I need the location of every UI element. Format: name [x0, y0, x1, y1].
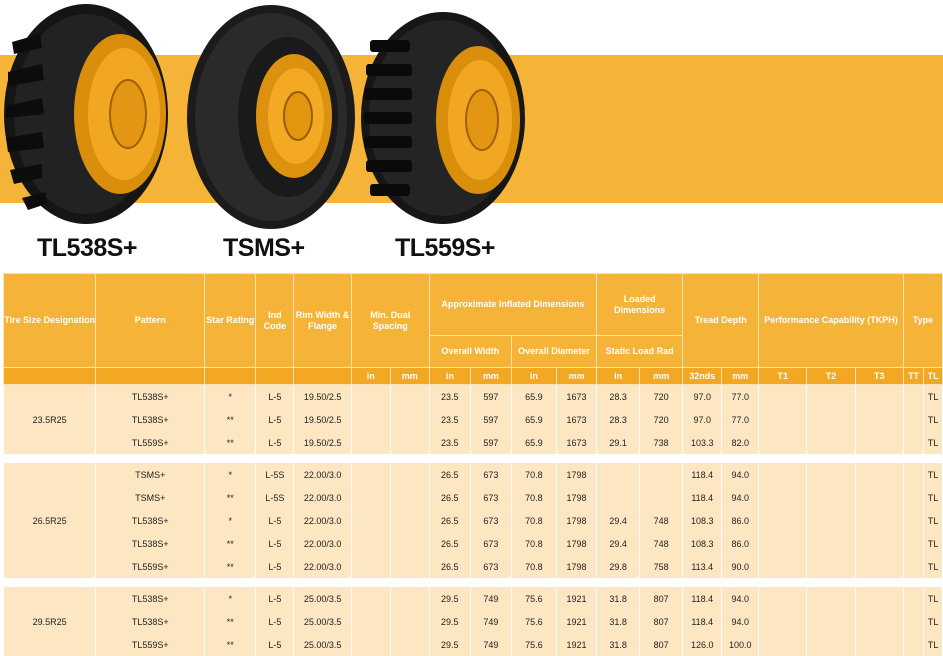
- table-row: [4, 555, 943, 578]
- static-mm-cell: 807: [640, 610, 683, 633]
- static-in-cell: 28.3: [597, 385, 640, 409]
- tread-32nds-cell: 118.4: [683, 486, 722, 509]
- diameter-in-cell: 70.8: [511, 509, 556, 532]
- width-mm-cell: 749: [470, 610, 511, 633]
- width-in-cell: 29.5: [429, 633, 470, 656]
- width-in-cell: 23.5: [429, 385, 470, 409]
- tread-mm-cell: 90.0: [722, 555, 759, 578]
- tread-32nds-cell: 97.0: [683, 385, 722, 409]
- tread-32nds-cell: 126.0: [683, 633, 722, 656]
- ind-cell: L-5: [256, 610, 294, 633]
- type-cell: TL: [924, 587, 943, 610]
- table-row: [4, 633, 943, 656]
- static-mm-cell: 807: [640, 633, 683, 656]
- tire-tl538s-graphic: [2, 2, 170, 226]
- header-star-rating: Star Rating: [205, 274, 256, 368]
- header-loaded-dimensions: Loaded Dimensions: [597, 274, 683, 336]
- diameter-in-cell: 75.6: [511, 610, 556, 633]
- unit-t3: T3: [855, 368, 903, 385]
- rim-cell: 22.00/3.0: [294, 532, 351, 555]
- size-cell: 26.5R25: [4, 463, 96, 578]
- static-mm-cell: 720: [640, 385, 683, 409]
- tread-mm-cell: 94.0: [722, 587, 759, 610]
- tread-32nds-cell: 108.3: [683, 509, 722, 532]
- unit-static-mm: mm: [640, 368, 683, 385]
- star-cell: *: [205, 463, 256, 486]
- static-mm-cell: 748: [640, 532, 683, 555]
- width-mm-cell: 597: [470, 385, 511, 409]
- static-mm-cell: 720: [640, 408, 683, 431]
- table-row: [4, 463, 943, 486]
- tread-32nds-cell: 113.4: [683, 555, 722, 578]
- static-mm-cell: 738: [640, 431, 683, 454]
- unit-tl: TL: [924, 368, 943, 385]
- header-ind-code: Ind Code: [256, 274, 294, 368]
- width-mm-cell: 749: [470, 587, 511, 610]
- header-overall-diameter: Overall Diameter: [511, 336, 596, 368]
- header-tread-depth: Tread Depth: [683, 274, 759, 368]
- tread-mm-cell: 94.0: [722, 463, 759, 486]
- width-in-cell: 26.5: [429, 509, 470, 532]
- pattern-cell: TL538S+: [96, 509, 205, 532]
- static-in-cell: [597, 486, 640, 509]
- tread-32nds-cell: 108.3: [683, 532, 722, 555]
- width-in-cell: 23.5: [429, 431, 470, 454]
- star-cell: **: [205, 555, 256, 578]
- width-in-cell: 26.5: [429, 555, 470, 578]
- width-mm-cell: 597: [470, 408, 511, 431]
- model-label-tl538s: TL538S+: [37, 234, 137, 263]
- diameter-mm-cell: 1673: [557, 408, 597, 431]
- size-cell: 29.5R25: [4, 587, 96, 656]
- table-row: [4, 587, 943, 610]
- tread-32nds-cell: 103.3: [683, 431, 722, 454]
- table-row: [4, 486, 943, 509]
- unit-diameter-mm: mm: [557, 368, 597, 385]
- static-in-cell: 29.4: [597, 509, 640, 532]
- tread-mm-cell: 77.0: [722, 408, 759, 431]
- static-in-cell: [597, 463, 640, 486]
- diameter-mm-cell: 1673: [557, 431, 597, 454]
- tread-mm-cell: 94.0: [722, 486, 759, 509]
- table-body: [4, 385, 943, 656]
- pattern-cell: TL559S+: [96, 633, 205, 656]
- table-row: [4, 610, 943, 633]
- unit-tread-32nds: 32nds: [683, 368, 722, 385]
- static-in-cell: 31.8: [597, 610, 640, 633]
- width-in-cell: 23.5: [429, 408, 470, 431]
- tread-mm-cell: 94.0: [722, 610, 759, 633]
- rim-cell: 25.00/3.5: [294, 610, 351, 633]
- pattern-cell: TSMS+: [96, 486, 205, 509]
- ind-cell: L-5S: [256, 463, 294, 486]
- tread-32nds-cell: 118.4: [683, 610, 722, 633]
- type-cell: TL: [924, 486, 943, 509]
- star-cell: *: [205, 587, 256, 610]
- unit-width-mm: mm: [470, 368, 511, 385]
- type-cell: TL: [924, 408, 943, 431]
- width-mm-cell: 673: [470, 509, 511, 532]
- pattern-cell: TL538S+: [96, 408, 205, 431]
- unit-width-in: in: [429, 368, 470, 385]
- unit-static-in: in: [597, 368, 640, 385]
- tread-mm-cell: 86.0: [722, 532, 759, 555]
- ind-cell: L-5: [256, 532, 294, 555]
- rim-cell: 19.50/2.5: [294, 408, 351, 431]
- tread-32nds-cell: 118.4: [683, 587, 722, 610]
- type-cell: TL: [924, 633, 943, 656]
- width-mm-cell: 597: [470, 431, 511, 454]
- static-in-cell: 29.4: [597, 532, 640, 555]
- diameter-in-cell: 70.8: [511, 463, 556, 486]
- rim-cell: 19.50/2.5: [294, 385, 351, 409]
- model-label-tl559s: TL559S+: [395, 234, 495, 263]
- type-cell: TL: [924, 610, 943, 633]
- rim-cell: 22.00/3.0: [294, 463, 351, 486]
- static-mm-cell: 758: [640, 555, 683, 578]
- rim-cell: 25.00/3.5: [294, 587, 351, 610]
- static-in-cell: 31.8: [597, 633, 640, 656]
- tread-mm-cell: 100.0: [722, 633, 759, 656]
- type-cell: TL: [924, 555, 943, 578]
- pattern-cell: TL538S+: [96, 532, 205, 555]
- table-row: [4, 408, 943, 431]
- ind-cell: L-5: [256, 633, 294, 656]
- rim-cell: 22.00/3.0: [294, 509, 351, 532]
- width-mm-cell: 673: [470, 555, 511, 578]
- diameter-mm-cell: 1798: [557, 555, 597, 578]
- width-mm-cell: 749: [470, 633, 511, 656]
- model-label-tsms: TSMS+: [223, 234, 305, 263]
- width-in-cell: 26.5: [429, 532, 470, 555]
- star-cell: *: [205, 509, 256, 532]
- type-cell: TL: [924, 532, 943, 555]
- table-row: [4, 385, 943, 409]
- tread-32nds-cell: 97.0: [683, 408, 722, 431]
- unit-t2: T2: [807, 368, 855, 385]
- tread-32nds-cell: 118.4: [683, 463, 722, 486]
- diameter-mm-cell: 1673: [557, 385, 597, 409]
- ind-cell: L-5: [256, 509, 294, 532]
- star-cell: **: [205, 486, 256, 509]
- width-mm-cell: 673: [470, 486, 511, 509]
- star-cell: **: [205, 610, 256, 633]
- diameter-mm-cell: 1921: [557, 610, 597, 633]
- pattern-cell: TL538S+: [96, 587, 205, 610]
- ind-cell: L-5: [256, 587, 294, 610]
- table-row: [4, 509, 943, 532]
- static-mm-cell: [640, 463, 683, 486]
- header-rim-width: Rim Width & Flange: [294, 274, 351, 368]
- rim-cell: 22.00/3.0: [294, 555, 351, 578]
- header-overall-width: Overall Width: [429, 336, 511, 368]
- pattern-cell: TL559S+: [96, 555, 205, 578]
- diameter-in-cell: 65.9: [511, 385, 556, 409]
- header-pattern: Pattern: [96, 274, 205, 368]
- unit-dual-mm: mm: [390, 368, 429, 385]
- width-in-cell: 29.5: [429, 587, 470, 610]
- size-cell: 23.5R25: [4, 385, 96, 455]
- tread-mm-cell: 82.0: [722, 431, 759, 454]
- diameter-in-cell: 65.9: [511, 431, 556, 454]
- static-in-cell: 29.1: [597, 431, 640, 454]
- star-cell: **: [205, 532, 256, 555]
- tire-spec-table: [3, 273, 943, 656]
- ind-cell: L-5: [256, 431, 294, 454]
- unit-t1: T1: [759, 368, 807, 385]
- star-cell: **: [205, 633, 256, 656]
- rim-cell: 19.50/2.5: [294, 431, 351, 454]
- diameter-in-cell: 70.8: [511, 555, 556, 578]
- static-mm-cell: [640, 486, 683, 509]
- type-cell: TL: [924, 385, 943, 409]
- static-mm-cell: 748: [640, 509, 683, 532]
- unit-diameter-in: in: [511, 368, 556, 385]
- type-cell: TL: [924, 509, 943, 532]
- star-cell: *: [205, 385, 256, 409]
- diameter-mm-cell: 1798: [557, 463, 597, 486]
- table-row: [4, 431, 943, 454]
- tread-mm-cell: 77.0: [722, 385, 759, 409]
- star-cell: **: [205, 431, 256, 454]
- static-in-cell: 31.8: [597, 587, 640, 610]
- ind-cell: L-5S: [256, 486, 294, 509]
- rim-cell: 22.00/3.0: [294, 486, 351, 509]
- tire-tl559s-graphic: [360, 10, 526, 226]
- width-mm-cell: 673: [470, 532, 511, 555]
- header-inflated-dimensions: Approximate Inflated Dimensions: [429, 274, 596, 336]
- pattern-cell: TL538S+: [96, 610, 205, 633]
- table-row: [4, 532, 943, 555]
- pattern-cell: TL559S+: [96, 431, 205, 454]
- diameter-in-cell: 75.6: [511, 633, 556, 656]
- tire-tsms-graphic: [186, 4, 356, 230]
- width-in-cell: 26.5: [429, 463, 470, 486]
- type-cell: TL: [924, 463, 943, 486]
- header-static-load-rad: Static Load Rad: [597, 336, 683, 368]
- unit-tread-mm: mm: [722, 368, 759, 385]
- ind-cell: L-5: [256, 555, 294, 578]
- header-min-dual-spacing: Min. Dual Spacing: [351, 274, 429, 368]
- tire-image-tl559s: [360, 10, 526, 226]
- tire-image-tsms: [186, 4, 356, 230]
- header-performance-capability: Performance Capability (TKPH): [759, 274, 904, 368]
- pattern-cell: TSMS+: [96, 463, 205, 486]
- static-in-cell: 28.3: [597, 408, 640, 431]
- tread-mm-cell: 86.0: [722, 509, 759, 532]
- header-type: Type: [903, 274, 942, 368]
- width-mm-cell: 673: [470, 463, 511, 486]
- star-cell: **: [205, 408, 256, 431]
- rim-cell: 25.00/3.5: [294, 633, 351, 656]
- static-mm-cell: 807: [640, 587, 683, 610]
- diameter-in-cell: 70.8: [511, 486, 556, 509]
- ind-cell: L-5: [256, 385, 294, 409]
- diameter-in-cell: 65.9: [511, 408, 556, 431]
- diameter-mm-cell: 1798: [557, 486, 597, 509]
- diameter-in-cell: 75.6: [511, 587, 556, 610]
- tire-image-tl538s: [2, 2, 170, 226]
- diameter-mm-cell: 1798: [557, 532, 597, 555]
- pattern-cell: TL538S+: [96, 385, 205, 409]
- diameter-in-cell: 70.8: [511, 532, 556, 555]
- header-tire-size: Tire Size Designation: [4, 274, 96, 368]
- diameter-mm-cell: 1921: [557, 633, 597, 656]
- unit-tt: TT: [903, 368, 924, 385]
- width-in-cell: 26.5: [429, 486, 470, 509]
- diameter-mm-cell: 1798: [557, 509, 597, 532]
- ind-cell: L-5: [256, 408, 294, 431]
- unit-dual-in: in: [351, 368, 390, 385]
- diameter-mm-cell: 1921: [557, 587, 597, 610]
- type-cell: TL: [924, 431, 943, 454]
- width-in-cell: 29.5: [429, 610, 470, 633]
- static-in-cell: 29.8: [597, 555, 640, 578]
